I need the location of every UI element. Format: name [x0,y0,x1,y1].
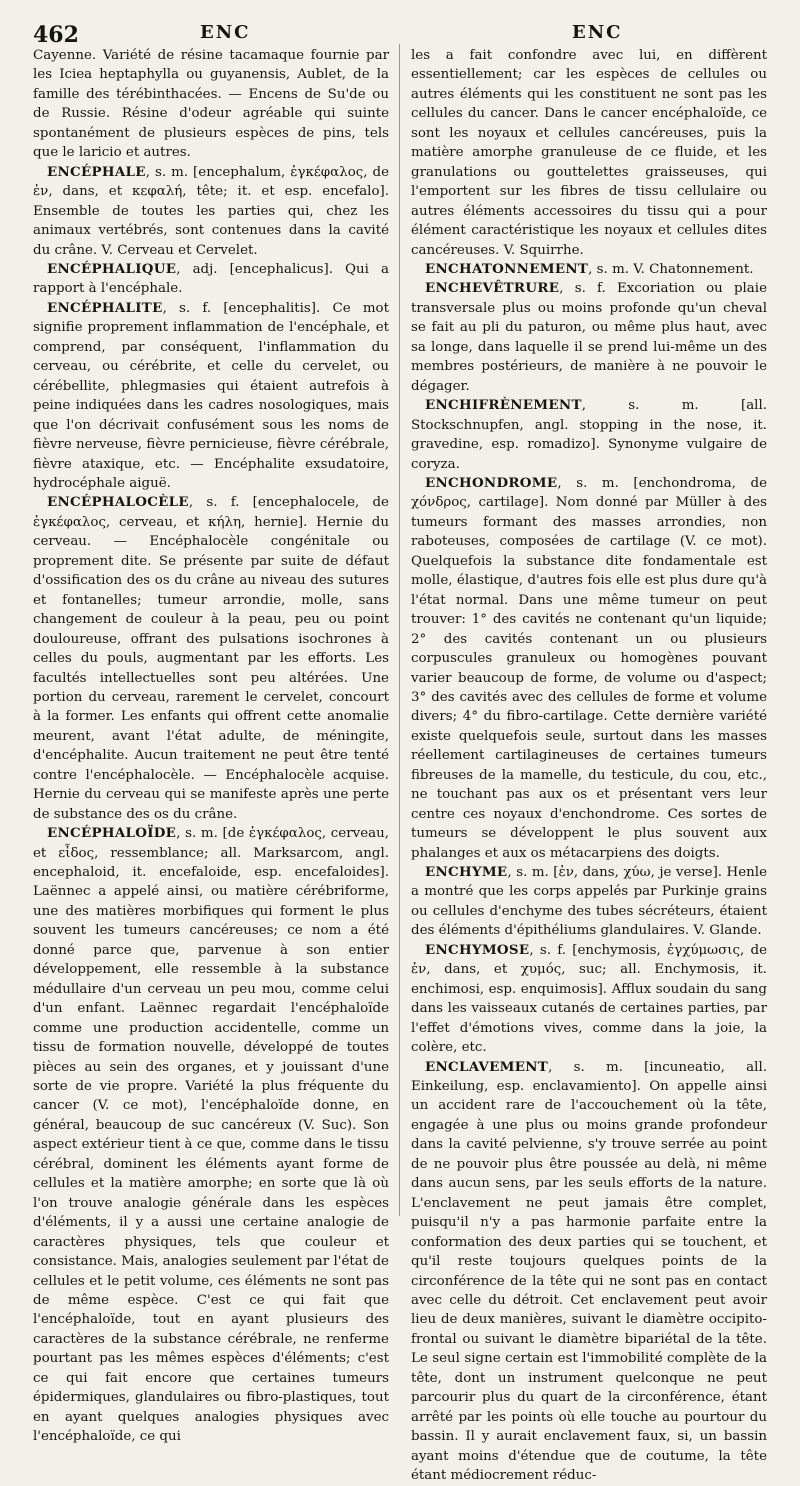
column-divider [399,44,400,1216]
dictionary-entry [411,396,767,474]
entry-text: , adj. [encephalicus]. Qui a rapport à l'encéphale. [33,261,389,297]
entry-headword: ENCHONDROME [425,474,558,491]
entry-headword: ENCHYMOSE [425,941,530,958]
dictionary-entry [411,279,767,396]
entry-text: , s. m. [ἐν, dans, χύω, je verse]. Henle a montré que les corps appelés par Purkinje grains ou cellules d'enchyme des tubes sécréteurs, étaient des éléments d'épithéliums glandulaires. V. Glande. [411,865,767,939]
entry-headword: ENCHIFRÈNEMENT [425,397,582,414]
dictionary-entry [33,824,389,1447]
entry-headword: ENCLAVEMENT [425,1058,549,1075]
running-head-right: ENC [572,22,623,43]
entry-headword: ENCÉPHALOÏDE [47,825,177,842]
dictionary-entry [411,260,767,279]
entry-text: , s. m. [enchondroma, de χόνδρος, cartilage]. Nom donné par Müller à des tumeurs formant des masses arrondies, non raboteuses, composées de cartilage (V. ce mot). Quelquefois la substance dite fondamentale est molle, élastique, d'autres fois elle est plus dure qu'à l'état normal. Dans une même tumeur on peut trouver: 1° des cavités ne contenant qu'un liquide; 2° des cavités contenant un ou plusieurs corpuscules granuleux ou homogènes pouvant varier beaucoup de forme, de volume ou d'aspect; 3° des cavités avec des cellules de forme et volume divers; 4° du fibro-cartilage. Cette dernière variété existe quelquefois seule, surtout dans les masses réellement cartilagineuses de certaines tumeurs fibreuses de la mamelle, du testicule, du cou, etc., ne touchant pas aux os et présentant vers leur centre ces noyaux d'enchondrome. Ces sortes de tumeurs se développent le plus souvent aux phalanges et aux os métacarpiens des doigts. [411,475,767,861]
entry-headword: ENCÉPHALOCÈLE [47,494,189,511]
dictionary-entry [33,493,389,824]
entry-text: , s. m. [all. Stockschnupfen, angl. stopping in the nose, it. gravedine, esp. romadizo]. Synonyme vulgaire de coryza. [411,398,767,472]
right-column [411,46,767,1484]
dictionary-entry [33,163,389,260]
entry-text: , s. m. [incuneatio, all. Einkeilung, esp. enclavamiento]. On appelle ainsi un accident rare de l'accouchement où la tête, engagée à une plus ou moins grande profondeur dans la cavité pelvienne, s'y trouve serrée au point de ne pouvoir plus être poussée au delà, ni même dans aucun sens, par les seuls efforts de la nature. L'enclavement ne peut jamais être complet, puisqu'il n'y a pas harmonie parfaite entre la conformation des deux parties qui se touchent, et qu'il reste toujours quelques points de la circonférence de la tête qui ne sont pas en contact avec celle du détroit. Cet enclavement peut avoir lieu de deux manières, suivant le diamètre occipito-frontal ou suivant le diamètre bipariétal de la tête. Le seul signe certain est l'immobilité complète de la tête, dont un instrument quelconque ne peut parcourir plus du quart de la circonférence, étant arrêté par les points où elle touche au pourtour du bassin. Il y aurait enclavement faux, si, un bassin ayant moins d'étendue que de coutume, la tête étant médiocrement réduc- [411,1059,767,1484]
dictionary-entry [33,299,389,494]
dictionary-entry [33,260,389,299]
entry-text: Cayenne. Variété de résine tacamaque fournie par les Iciea heptaphylla ou guyanensis, Aublet, de la famille des térébinthacées. — Encens de Su'de ou de Russie. Résine d'odeur agréable qui suinte spontanément de plusieurs espèces de pins, tels que le laricio et autres. [33,48,389,161]
left-column [33,46,389,1445]
dictionary-entry [411,1058,767,1486]
dictionary-entry [411,941,767,1058]
entry-text: , s. f. [enchymosis, ἐγχύμωσις, de ἐν, dans, et χυμός, suc; all. Enchymosis, it. enchimosi, esp. enquimosis]. Afflux soudain du sang dans les vaisseaux cutanés de certaines parties, par l'effet d'émotions vives, comme dans la joie, la colère, etc. [411,942,767,1056]
dictionary-entry [411,46,767,260]
entry-text: , s. f. Excoriation ou plaie transversale plus ou moins profonde qu'un cheval se fait au pli du paturon, ou même plus haut, avec sa longe, dans laquelle il se prend lui-même un des membres postérieurs, de manière à ne pouvoir le dégager. [411,281,767,394]
entry-headword: ENCHATONNEMENT [425,260,589,277]
entry-headword: ENCHEVÊTRURE [425,280,560,297]
entry-headword: ENCÉPHALE [47,163,146,180]
dictionary-entry [33,46,389,163]
running-head-left: ENC [200,22,251,43]
entry-text: , s. m. [encephalum, ἐγκέφαλος, de ἐν, dans, et κεφαλή, tête; it. et esp. encefalo]. Ensemble de toutes les parties qui, chez les animaux vertébrés, sont contenues dans la cavité du crâne. V. Cerveau et Cervelet. [33,164,389,258]
entry-text: , s. f. [encephalocele, de ἐγκέφαλος, cerveau, et κήλη, hernie]. Hernie du cerveau. — Encéphalocèle congénitale ou proprement dite. Se présente par suite de défaut d'ossification des os du crâne au niveau des sutures et fontanelles; tumeur arrondie, molle, sans changement de couleur à la peau, peu ou point douloureuse, offrant des pulsations isochrones à celles du pouls, augmentant par les efforts. Les facultés intellectuelles sont peu altérées. Une portion du cerveau, rarement le cervelet, concourt à la former. Les enfants qui offrent cette anomalie meurent, avant l'état adulte, de méningite, d'encéphalite. Aucun traitement ne peut être tenté contre l'encéphalocèle. — Encéphalocèle acquise. Hernie du cerveau qui se manifeste après une perte de substance des os du crâne. [33,495,389,822]
dictionary-entry [411,474,767,863]
entry-headword: ENCÉPHALITE [47,299,163,316]
dictionary-entry [411,863,767,941]
entry-headword: ENCHYME [425,864,508,881]
entry-text: , s. m. V. Chatonnement. [588,261,754,277]
entry-text: les a fait confondre avec lui, en diffèrent essentiellement; car les espèces de cellules ou autres éléments qui les constituent ne sont pas les cellules du cancer. Dans le cancer encéphaloïde, ce sont les noyaux et cellules cancéreuses, puis la matière amorphe granuleuse de ce fluide, et les granulations ou gouttelettes graisseuses, qui l'emportent sur les fibres de tissu cellulaire ou autres éléments accessoires du tissu qui a pour élément caractéristique les noyaux et cellules dites cancéreuses. V. Squirrhe. [411,48,767,258]
page-number: 462 [33,22,79,48]
entry-text: , s. f. [encephalitis]. Ce mot signifie proprement inflammation de l'encéphale, et comprend, par conséquent, l'inflammation du cerveau, ou cérébrite, et celle du cervelet, ou cérébellite, phlegmasies qui étaient autrefois à peine indiquées dans les cadres nosologiques, mais que l'on décrivait confusément sous les noms de fièvre nerveuse, fièvre pernicieuse, fièvre cérébrale, fièvre ataxique, etc. — Encéphalite exsudatoire, hydrocéphale aiguë. [33,300,389,491]
entry-text: , s. m. [de ἐγκέφαλος, cerveau, et εἶδος, ressemblance; all. Marksarcom, angl. encephaloid, it. encefaloide, esp. encefaloides]. Laënnec a appelé ainsi, ou matière cérébriforme, une des matières morbifiques qui forment le plus souvent les tumeurs cancéreuses; ce nom a été donné parce que, parvenue à son entier développement, elle ressemble à la substance médullaire d'un cerveau un peu mou, comme celui d'un enfant. Laënnec regardait l'encéphaloïde comme une production accidentelle, comme un tissu de formation nouvelle, développé de toutes pièces au sein des organes, et y jouissant d'une sorte de vie propre. Variété la plus fréquente du cancer (V. ce mot), l'encéphaloïde donne, en général, beaucoup de suc cancéreux (V. Suc). Son aspect extérieur tient à ce que, comme dans le tissu cérébral, dominent les éléments ayant forme de cellules et la matière amorphe; en sorte que là où l'on trouve analogie générale dans les espèces d'éléments, il y a aussi une certaine analogie de caractères physiques, tels que couleur et consistance. Mais, analogies seulement par l'état de cellules et le petit volume, ces éléments ne sont pas de même espèce. C'est ce qui fait que l'encéphaloïde, tout en ayant plusieurs des caractères de la substance cérébrale, ne renferme pourtant pas les mêmes espèces d'éléments; c'est ce qui fait encore que certaines tumeurs épidermiques, glandulaires ou fibro-plastiques, tout en ayant quelques analogies physiques avec l'encéphaloïde, ce qui [33,826,389,1445]
entry-headword: ENCÉPHALIQUE [47,260,177,277]
